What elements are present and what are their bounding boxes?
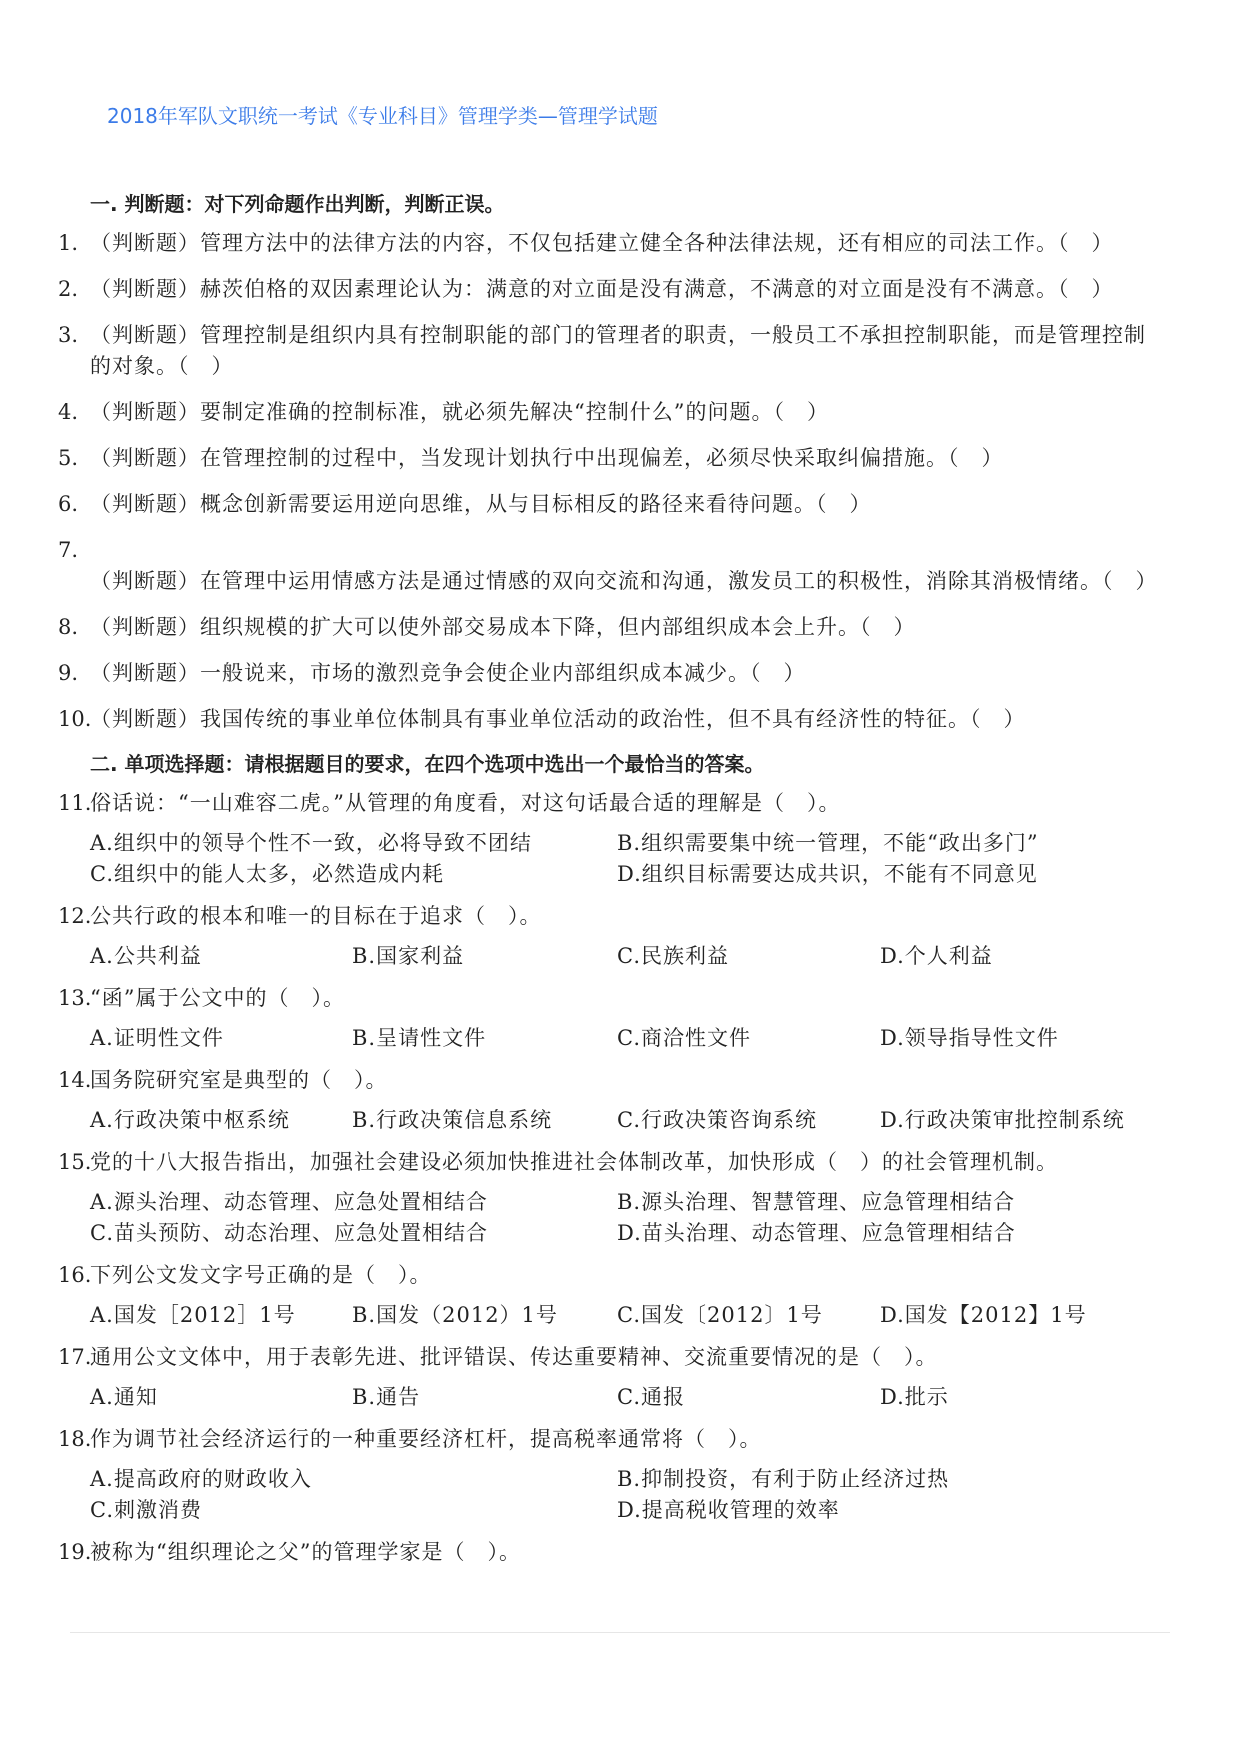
question-2: 2. （判断题）赫茨伯格的双因素理论认为：满意的对立面是没有满意，不满意的对立面是没有不满意。（ ） xyxy=(58,277,1114,301)
option-a: A.公共利益 xyxy=(90,944,202,968)
option-a: A.证明性文件 xyxy=(90,1026,224,1050)
option-d: D.批示 xyxy=(880,1385,949,1409)
option-d: D.行政决策审批控制系统 xyxy=(880,1108,1125,1132)
question-9: 9. （判断题）一般说来，市场的激烈竞争会使企业内部组织成本减少。（ ） xyxy=(58,661,806,685)
option-b: B.国发（2012）1号 xyxy=(352,1303,558,1327)
question-3: 3. （判断题）管理控制是组织内具有控制职能的部门的管理者的职责，一般员工不承担控制职能，而是管理控制的对象。（ ） xyxy=(58,323,1146,378)
question-7: 7.（判断题）在管理中运用情感方法是通过情感的双向交流和沟通，激发员工的积极性，消除其消极情绪。（ ） xyxy=(58,538,1158,593)
option-b: B.抑制投资，有利于防止经济过热 xyxy=(617,1467,950,1491)
question-10: 10.（判断题）我国传统的事业单位体制具有事业单位活动的政治性，但不具有经济性的特征。（ ） xyxy=(58,707,1026,731)
options-row xyxy=(58,1187,1148,1218)
option-d: D.组织目标需要达成共识，不能有不同意见 xyxy=(617,862,1038,886)
option-a: A.组织中的领导个性不一致，必将导致不团结 xyxy=(90,831,532,855)
question-16: 16.下列公文发文字号正确的是（ ）。 xyxy=(58,1263,432,1287)
section-heading-true-false: 一. 判断题：对下列命题作出判断，判断正误。 xyxy=(90,192,505,216)
options-row xyxy=(58,859,1148,890)
option-d: D.提高税收管理的效率 xyxy=(617,1498,840,1522)
question-12: 12.公共行政的根本和唯一的目标在于追求（ ）。 xyxy=(58,904,542,928)
document-body xyxy=(58,190,1158,1583)
option-b: B.呈请性文件 xyxy=(352,1026,487,1050)
option-c: C.商洽性文件 xyxy=(617,1026,751,1050)
option-b: B.行政决策信息系统 xyxy=(352,1108,553,1132)
option-d: D.个人利益 xyxy=(880,944,993,968)
page-divider xyxy=(70,1632,1170,1633)
option-d: D.领导指导性文件 xyxy=(880,1026,1059,1050)
options-row xyxy=(58,1495,1148,1526)
question-14: 14.国务院研究室是典型的（ ）。 xyxy=(58,1068,388,1092)
option-b: B.通告 xyxy=(352,1385,421,1409)
option-c: C.国发〔2012〕1号 xyxy=(617,1303,823,1327)
option-a: A.国发［2012］1号 xyxy=(90,1303,296,1327)
question-19: 19.被称为“组织理论之父”的管理学家是（ ）。 xyxy=(58,1540,521,1564)
options-row xyxy=(58,1464,1148,1495)
option-c: C.通报 xyxy=(617,1385,685,1409)
document-title: 2018年军队文职统一考试《专业科目》管理学类—管理学试题 xyxy=(107,104,658,128)
question-17: 17.通用公文文体中，用于表彰先进、批评错误、传达重要精神、交流重要情况的是（ ）。 xyxy=(58,1345,938,1369)
options-row xyxy=(58,1300,1148,1331)
option-b: B.国家利益 xyxy=(352,944,465,968)
option-c: C.行政决策咨询系统 xyxy=(617,1108,817,1132)
options-row xyxy=(58,941,1148,972)
option-d: D.国发【2012】1号 xyxy=(880,1303,1087,1327)
question-5: 5. （判断题）在管理控制的过程中，当发现计划执行中出现偏差，必须尽快采取纠偏措施。（ ） xyxy=(58,446,1004,470)
option-a: A.源头治理、动态管理、应急处置相结合 xyxy=(90,1190,488,1214)
option-b: B.源头治理、智慧管理、应急管理相结合 xyxy=(617,1190,1016,1214)
option-c: C.民族利益 xyxy=(617,944,729,968)
question-11: 11.俗话说：“一山难容二虎。”从管理的角度看，对这句话最合适的理解是（ ）。 xyxy=(58,791,841,815)
question-15: 15.党的十八大报告指出，加强社会建设必须加快推进社会体制改革，加快形成（ ）的社会管理机制。 xyxy=(58,1150,1058,1174)
question-13: 13.“函”属于公文中的（ ）。 xyxy=(58,986,345,1010)
options-row xyxy=(58,828,1148,859)
question-4: 4. （判断题）要制定准确的控制标准，就必须先解决“控制什么”的问题。（ ） xyxy=(58,400,829,424)
section-heading-multiple-choice: 二. 单项选择题：请根据题目的要求，在四个选项中选出一个最恰当的答案。 xyxy=(90,752,765,776)
question-8: 8. （判断题）组织规模的扩大可以使外部交易成本下降，但内部组织成本会上升。（ ） xyxy=(58,615,916,639)
option-a: A.通知 xyxy=(90,1385,158,1409)
option-c: C.苗头预防、动态治理、应急处置相结合 xyxy=(90,1221,488,1245)
question-1: 1. （判断题）管理方法中的法律方法的内容，不仅包括建立健全各种法律法规，还有相应的司法工作。（ ） xyxy=(58,231,1114,255)
options-row xyxy=(58,1105,1148,1136)
option-b: B.组织需要集中统一管理，不能“政出多门” xyxy=(617,831,1039,855)
question-6: 6. （判断题）概念创新需要运用逆向思维，从与目标相反的路径来看待问题。（ ） xyxy=(58,492,872,516)
option-d: D.苗头治理、动态管理、应急管理相结合 xyxy=(617,1221,1016,1245)
option-a: A.提高政府的财政收入 xyxy=(90,1467,312,1491)
options-row xyxy=(58,1218,1148,1249)
options-row xyxy=(58,1382,1148,1413)
option-a: A.行政决策中枢系统 xyxy=(90,1108,290,1132)
question-18: 18.作为调节社会经济运行的一种重要经济杠杆，提高税率通常将（ ）。 xyxy=(58,1427,762,1451)
option-c: C.刺激消费 xyxy=(90,1498,202,1522)
option-c: C.组织中的能人太多，必然造成内耗 xyxy=(90,862,444,886)
options-row xyxy=(58,1023,1148,1054)
